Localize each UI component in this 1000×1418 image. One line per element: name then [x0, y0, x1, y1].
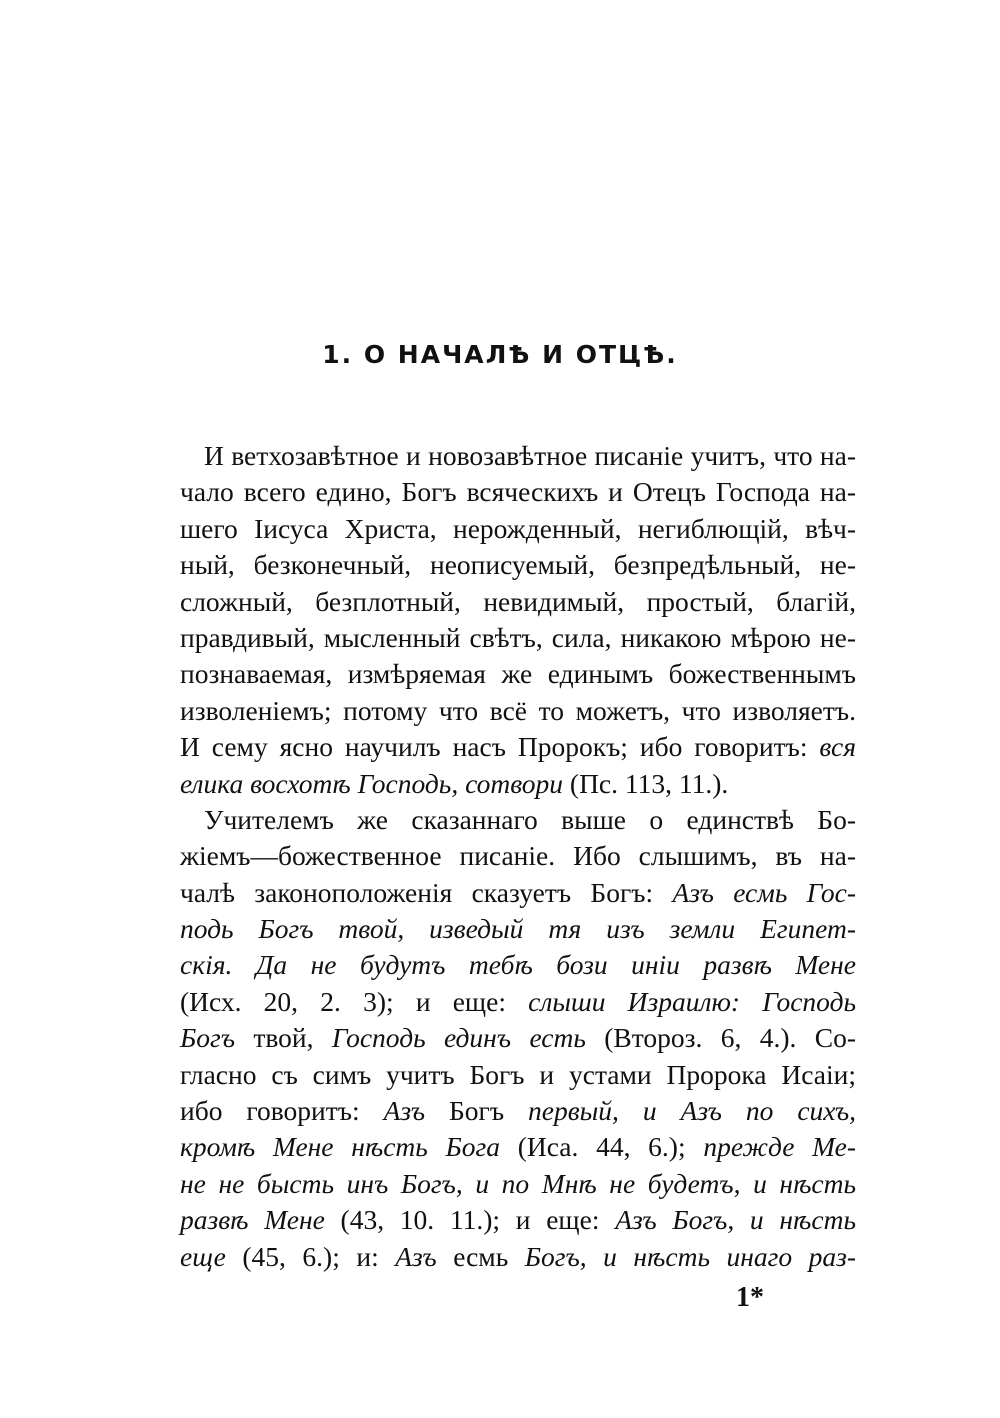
italic-segment: вся [819, 731, 856, 763]
text-line [180, 729, 856, 765]
printer-signature-mark: 1* [736, 1282, 764, 1313]
text-segment: Учителемъ же сказаннаго выше о единствѣ Бо- [204, 803, 856, 835]
text-line [180, 474, 856, 510]
italic-segment: Богъ [180, 1022, 235, 1054]
text-segment: ный, безконечный, неописуемый, безпредѣльный, не- [180, 549, 856, 581]
italic-segment: слыши Израилю: Господь [528, 985, 856, 1017]
text-line [180, 766, 856, 802]
text-line [180, 693, 856, 729]
text-segment: И ветхозавѣтное и новозавѣтное писаніе учитъ, что на- [204, 440, 856, 471]
text-segment: Богъ [425, 1095, 528, 1127]
text-segment: шего Іисуса Христа, нерожденный, негиблющій, вѣч- [180, 512, 856, 544]
italic-segment: Азъ есмь Гос- [672, 876, 856, 908]
text-segment: (43, 10. 11.); и еще: [324, 1204, 616, 1236]
italic-segment: Азъ [395, 1240, 437, 1272]
italic-segment: еще [180, 1240, 226, 1272]
text-line [180, 1020, 856, 1056]
text-segment: (Пс. 113, 11.). [563, 767, 729, 799]
text-segment: правдивый, мысленный свѣтъ, сила, никакою мѣрою не- [180, 621, 856, 653]
italic-segment: Господь единъ есть [331, 1022, 586, 1054]
text-line [180, 947, 856, 983]
text-line [180, 1202, 856, 1238]
text-segment: чалѣ законоположенія сказуетъ Богъ: [180, 876, 673, 908]
italic-segment: Азъ [383, 1095, 426, 1127]
paragraph-2 [180, 802, 856, 1275]
text-segment: есмь [436, 1240, 525, 1272]
text-segment: твой, [234, 1022, 332, 1054]
text-segment: познаваемая, измѣряемая же единымъ божественнымъ [180, 658, 856, 690]
text-segment: жіемъ—божественное писаніе. Ибо слышимъ, въ на- [180, 840, 856, 872]
text-segment: И сему ясно научилъ насъ Пророкъ; ибо говоритъ: [180, 731, 820, 763]
text-segment: (45, 6.); и: [225, 1240, 396, 1272]
text-line [180, 1093, 856, 1129]
body-text [180, 438, 856, 1275]
text-line [180, 656, 856, 692]
text-segment: (Второз. 6, 4.). Со- [585, 1022, 857, 1054]
paragraph-1 [180, 438, 856, 802]
italic-segment: развѣ Мене [180, 1204, 325, 1236]
chapter-heading: 1. О НАЧАЛѢ И ОТЦѢ. [322, 340, 678, 369]
italic-segment: прежде Ме- [703, 1131, 857, 1163]
italic-segment: скія. Да не будутъ тебѣ бози иніи развѣ Мене [180, 949, 856, 981]
italic-segment: Азъ Богъ, и нѣсть [615, 1204, 856, 1236]
text-line [180, 1239, 856, 1275]
italic-segment: елика восхотѣ Господь, сотвори [180, 767, 564, 799]
text-line [180, 838, 856, 874]
italic-segment: Богъ, и нѣсть инаго раз- [524, 1240, 856, 1272]
text-line [180, 802, 856, 838]
text-line [180, 1166, 856, 1202]
italic-segment: кромѣ Мене нѣсть Бога [180, 1131, 500, 1163]
text-segment: чало всего едино, Богъ всяческихъ и Отецъ Господа на- [180, 476, 856, 508]
text-line [180, 438, 856, 474]
text-segment: изволеніемъ; потому что всё то можетъ, что изволяетъ. [180, 694, 856, 726]
text-segment: ибо говоритъ: [180, 1095, 384, 1127]
text-line [180, 620, 856, 656]
text-line [180, 584, 856, 620]
text-line [180, 875, 856, 911]
italic-segment: первый, и Азъ по сихъ, [527, 1095, 856, 1127]
text-segment: гласно съ симъ учитъ Богъ и устами Пророка Исаіи; [180, 1058, 856, 1090]
text-line [180, 1129, 856, 1165]
text-line [180, 1057, 856, 1093]
text-segment: сложный, безплотный, невидимый, простый, благій, [180, 585, 856, 617]
text-segment: (Исх. 20, 2. 3); и еще: [180, 985, 529, 1017]
text-line [180, 984, 856, 1020]
text-line [180, 911, 856, 947]
text-segment: (Иса. 44, 6.); [499, 1131, 704, 1163]
text-line [180, 511, 856, 547]
italic-segment: подь Богъ твой, изведый тя изъ земли Египет- [180, 913, 856, 945]
italic-segment: не не бысть инъ Богъ, и по Мнѣ не будетъ, и нѣсть [180, 1167, 856, 1199]
text-line [180, 547, 856, 583]
